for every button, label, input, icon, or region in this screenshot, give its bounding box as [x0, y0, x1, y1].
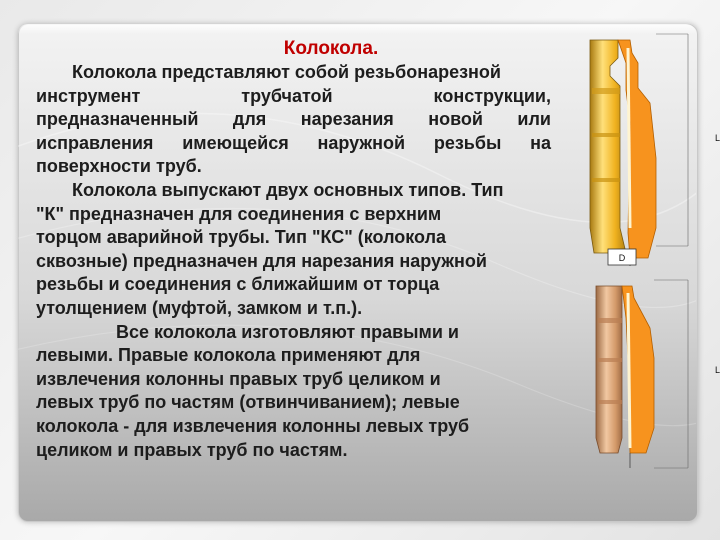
- text-line: Колокола представляют собой резьбонарезной: [72, 62, 501, 82]
- page-title: Колокола.: [283, 38, 379, 59]
- text-line: инструмент трубчатой конструкции,: [36, 85, 551, 106]
- text-line: извлечения колонны правых труб целиком и: [36, 368, 441, 389]
- text-line: левых труб по частям (отвинчиванием); левые: [36, 392, 460, 413]
- bell-tool-k: [590, 40, 656, 258]
- text-line: поверхности труб.: [36, 156, 202, 177]
- tool-illustration: [570, 28, 720, 478]
- text-line: "К" предназначен для соединения с верхним: [36, 203, 442, 224]
- text-line: колокола - для извлечения колонны левых труб: [36, 415, 470, 436]
- text-line: исправления имеющейся наружной резьбы на: [36, 132, 551, 153]
- text-line: утолщением (муфтой, замком и т.п.).: [36, 297, 363, 318]
- text-line: торцом аварийной трубы. Тип "КС" (колокола: [36, 227, 447, 248]
- text-line: Колокола выпускают двух основных типов. Тип: [72, 179, 504, 200]
- body-text: [36, 61, 551, 462]
- text-line: резьбы и соединения с ближайшим от торца: [36, 274, 440, 295]
- text-line: сквозные) предназначен для нарезания наружной: [36, 250, 487, 271]
- text-line: предназначенный для нарезания новой или: [36, 109, 551, 130]
- dimension-l-top-label: L: [715, 133, 720, 143]
- text-line: целиком и правых труб по частям.: [36, 439, 348, 460]
- dimension-l-bottom-label: L: [715, 365, 720, 375]
- bell-tool-ks: [596, 286, 654, 453]
- text-line: левыми. Правые колокола применяют для: [36, 345, 421, 366]
- text-line: Все колокола изготовляют правыми и: [116, 321, 459, 342]
- dimension-d-label: D: [618, 253, 626, 263]
